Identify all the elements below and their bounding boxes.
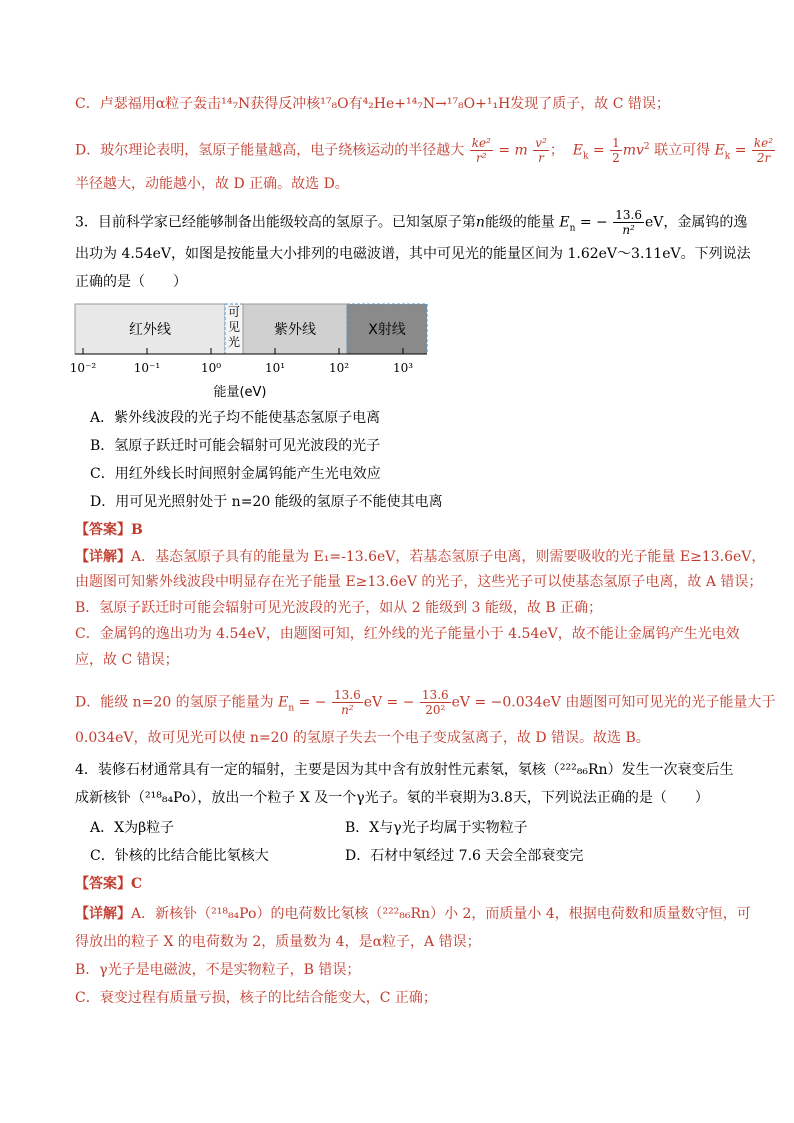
electromagnetic-spectrum-figure <box>69 296 435 404</box>
q3-option-b: B．氢原子跃迁时可能会辐射可见光波段的光子 <box>90 438 381 454</box>
prev-explanation-c: C．卢瑟福用α粒子轰击¹⁴₇N获得反冲核¹⁷₈O有⁴₂He+¹⁴₇N→¹⁷₈O+¹₁H发现了质子，故 C 错误； <box>75 96 670 112</box>
q3-detail-a2: 由题图可知紫外线波段中明显存在光子能量 E≥13.6eV 的光子，这些光子可以使基态氢原子电离，故 A 错误； <box>75 574 763 590</box>
q4-stem-line1: 4．装修石材通常具有一定的辐射，主要是因为其中含有放射性元素氡，氡核（²²²₈₆Rn）发生一次衰变后生 <box>75 762 734 778</box>
q4-option-c: C．钋核的比结合能比氡核大 <box>90 848 269 864</box>
q3-option-d: D．用可见光照射处于 n=20 能级的氢原子不能使其电离 <box>90 494 443 510</box>
q3-detail-a1: 【详解】A．基态氢原子具有的能量为 E₁=-13.6eV，若基态氢原子电离，则需要吸收的光子能量 E≥13.6eV， <box>75 549 766 565</box>
centripetal-fraction: $\frac{\text{v²}}{r}$ <box>535 136 547 165</box>
q3-option-a: A．紫外线波段的光子均不能使基态氢原子电离 <box>90 410 381 426</box>
half-fraction: $\frac{1}{2}$ <box>612 136 620 165</box>
prev-explanation-d: D．玻尔理论表明，氢原子能量越高，电子绕核运动的半径越大 $\frac{\text{ke²}}{\text{r²}}$ = m $\frac{\text{v²}}{r}$ ； $E_k$ = $\frac{1}{2}$ $mv^2$ 联立可得 $E_k$ = $\frac{\text{ke²}}{2r}$ <box>75 136 774 165</box>
kinetic-energy-fraction: $\frac{\text{ke²}}{2r}$ <box>753 136 774 165</box>
q3-stem-line2: 出功为 4.54eV，如图是按能量大小排列的电磁波谱，其中可见光的能量区间为 1.62eV～3.11eV。下列说法 <box>75 246 751 262</box>
prev-explanation-d-end: 半径越大，动能越小，故 D 正确。故选 D。 <box>75 176 349 192</box>
q3-stem-line3: 正确的是（ ） <box>75 274 187 290</box>
q4-detail-a2: 得放出的粒子 X 的电荷数为 2，质量数为 4，是α粒子，A 错误； <box>75 934 481 950</box>
axis-label: 能量(eV) <box>213 385 267 400</box>
energy-fraction-20: $\frac{13.6}{\text{20²}}$ <box>421 688 449 717</box>
band-label-ultraviolet: 紫外线 <box>274 322 316 338</box>
axis-tick-label: 10¹ <box>264 361 286 375</box>
q3-detail-d2: 0.034eV，故可见光可以使 n=20 的氢原子失去一个电子变成氢离子，故 D 错误。故选 B。 <box>75 730 650 746</box>
axis-tick-label: 10⁻¹ <box>133 361 161 375</box>
q3-stem-line1: 3．目前科学家已经能够制备出能级较高的氢原子。已知氢原子第n能级的能量 $E_n$ = − $\frac{13.6}{\text{n²}}$ eV，金属钨的逸 <box>75 208 748 237</box>
coulomb-force-fraction: $\frac{\text{ke²}}{\text{r²}}$ <box>471 136 491 165</box>
axis-tick-label: 10⁻² <box>69 361 97 375</box>
q3-detail-d1: D．能级 n=20 的氢原子能量为 $E_n$ = − $\frac{13.6}{\text{n²}}$ eV = − $\frac{13.6}{\text{20²}}$ eV = −0.034eV 由题图可知可见光的光子能量大于 <box>75 688 776 717</box>
q4-option-b: B．X与γ光子均属于实物粒子 <box>345 820 528 836</box>
energy-level-fraction: $\frac{13.6}{\text{n²}}$ <box>615 208 642 237</box>
energy-fraction-n: $\frac{13.6}{\text{n²}}$ <box>333 688 361 717</box>
q4-detail-c: C．衰变过程有质量亏损，核子的比结合能变大，C 正确； <box>75 990 437 1006</box>
q4-detail-b: B．γ光子是电磁波，不是实物粒子，B 错误； <box>75 962 361 978</box>
q3-detail-b: B．氢原子跃迁时可能会辐射可见光波段的光子，如从 2 能级到 3 能级，故 B 正确； <box>75 600 603 616</box>
band-label-xray: X射线 <box>368 322 406 338</box>
q3-option-c: C．用红外线长时间照射金属钨能产生光电效应 <box>90 466 381 482</box>
q4-option-d: D．石材中氡经过 7.6 天会全部衰变完 <box>345 848 584 864</box>
q4-stem-line2: 成新核钋（²¹⁸₈₄Po），放出一个粒子 X 及一个γ光子。氡的半衰期为3.8天，下列说法正确的是（ ） <box>75 790 709 806</box>
q3-answer: 【答案】B <box>75 522 143 538</box>
q4-detail-a1: 【详解】A．新核钋（²¹⁸₈₄Po）的电荷数比氡核（²²²₈₆Rn）小 2，而质量小 4，根据电荷数和质量数守恒，可 <box>75 906 751 922</box>
band-label-visible: 可见光 <box>227 305 241 349</box>
axis-tick-label: 10² <box>328 361 350 375</box>
q3-detail-c1: C．金属钨的逸出功为 4.54eV，由题图可知，红外线的光子能量小于 4.54eV，故不能让金属钨产生光电效 <box>75 626 740 642</box>
q4-option-a: A．X为β粒子 <box>90 820 175 836</box>
axis-tick-label: 10⁰ <box>200 361 222 375</box>
band-label-infrared: 红外线 <box>129 322 171 338</box>
axis-tick-label: 10³ <box>392 361 414 375</box>
q4-answer: 【答案】C <box>75 876 143 892</box>
q3-detail-c2: 应，故 C 错误； <box>75 652 179 668</box>
